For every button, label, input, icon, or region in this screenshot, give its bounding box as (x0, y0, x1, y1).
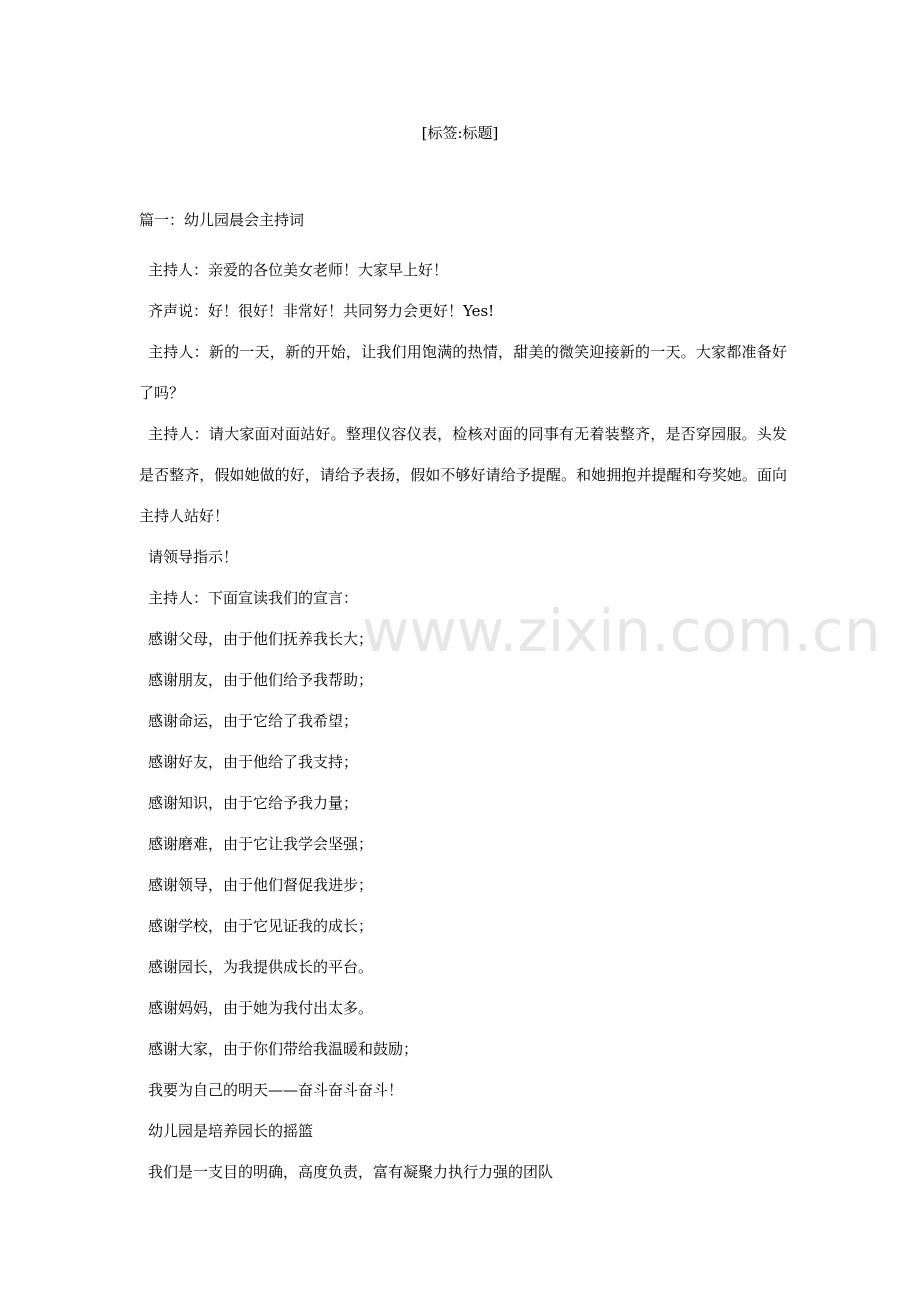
document-body (139, 209, 787, 1193)
list-item: 感谢妈妈，由于她为我付出太多。 (148, 999, 374, 1017)
section-heading: 篇一：幼儿园晨会主持词 (139, 211, 305, 229)
paragraph-strive: 我要为自己的明天——奋斗奋斗奋斗！ (148, 1081, 404, 1099)
paragraph-new-day: 主持人：新的一天，新的开始，让我们用饱满的热情，甜美的微笑迎接新的一天。大家都准备好了吗？ (139, 343, 787, 402)
list-item: 感谢朋友，由于他们给予我帮助； (148, 671, 374, 689)
watermark-text: www.zixin.com.cn (362, 597, 881, 665)
list-item: 感谢园长，为我提供成长的平台。 (148, 958, 374, 976)
list-item: 感谢领导，由于他们督促我进步； (148, 876, 374, 894)
paragraph-chorus: 齐声说：好！很好！非常好！共同努力会更好！Yes! (148, 302, 495, 320)
list-item: 感谢学校，由于它见证我的成长； (148, 917, 374, 935)
list-item: 感谢命运，由于它给了我希望； (148, 712, 359, 730)
list-item: 感谢磨难，由于它让我学会坚强； (148, 835, 374, 853)
list-item: 感谢知识，由于它给予我力量； (148, 794, 359, 812)
paragraph-team: 我们是一支目的明确，高度负责，富有凝聚力执行力强的团队 (148, 1163, 554, 1181)
list-item: 感谢父母，由于他们抚养我长大； (148, 630, 374, 648)
list-item: 感谢大家，由于你们带给我温暖和鼓励； (148, 1040, 419, 1058)
paragraph-cradle: 幼儿园是培养园长的摇篮 (148, 1122, 314, 1140)
paragraph-grooming-check: 主持人：请大家面对面站好。整理仪容仪表，检核对面的同事有无着装整齐，是否穿园服。头发是否整齐，假如她做的好，请给予表扬，假如不够好请给予提醒。和她拥抱并提醒和夸奖她。面向主持人站好！ (139, 425, 787, 525)
paragraph-declaration-intro: 主持人：下面宣读我们的宣言： (148, 589, 359, 607)
paragraph-leader-instructions: 请领导指示！ (148, 548, 239, 566)
document-title: [标签:标题] (421, 124, 499, 142)
list-item: 感谢好友，由于他给了我支持； (148, 753, 359, 771)
paragraph-host-greeting: 主持人：亲爱的各位美女老师！大家早上好！ (148, 261, 449, 279)
